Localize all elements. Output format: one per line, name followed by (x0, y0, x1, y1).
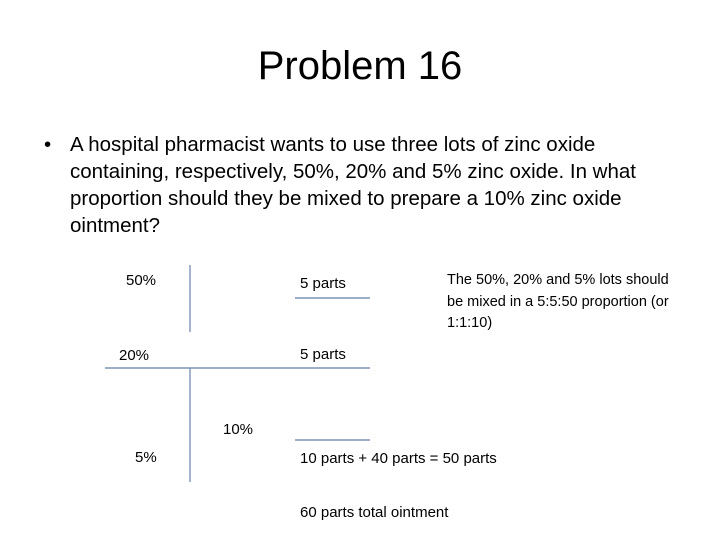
high-lot-parts-label: 5 parts (300, 275, 346, 292)
lot-5-percent-label: 5% (135, 449, 157, 466)
mid-lot-parts-label: 5 parts (300, 346, 346, 363)
slide-title: Problem 16 (257, 44, 463, 88)
total-parts-label: 60 parts total ointment (300, 504, 449, 521)
bullet-icon: • (44, 133, 52, 156)
lot-50-percent-label: 50% (126, 272, 157, 289)
desired-strength-label: 10% (223, 421, 254, 438)
proportion-note: The 50%, 20% and 5% lots should be mixed in a 5:5:50 proportion (or 1:1:10) (447, 272, 669, 331)
low-lot-parts-label: 10 parts + 40 parts = 50 parts (300, 450, 497, 467)
lot-20-percent-label: 20% (119, 347, 150, 364)
problem-text: A hospital pharmacist wants to use three lots of zinc oxide containing, respectively, 50%, 20% and 5% zinc oxide. In what proportion should they be mixed to prepare a 10% zinc oxide ointment? (70, 133, 636, 237)
